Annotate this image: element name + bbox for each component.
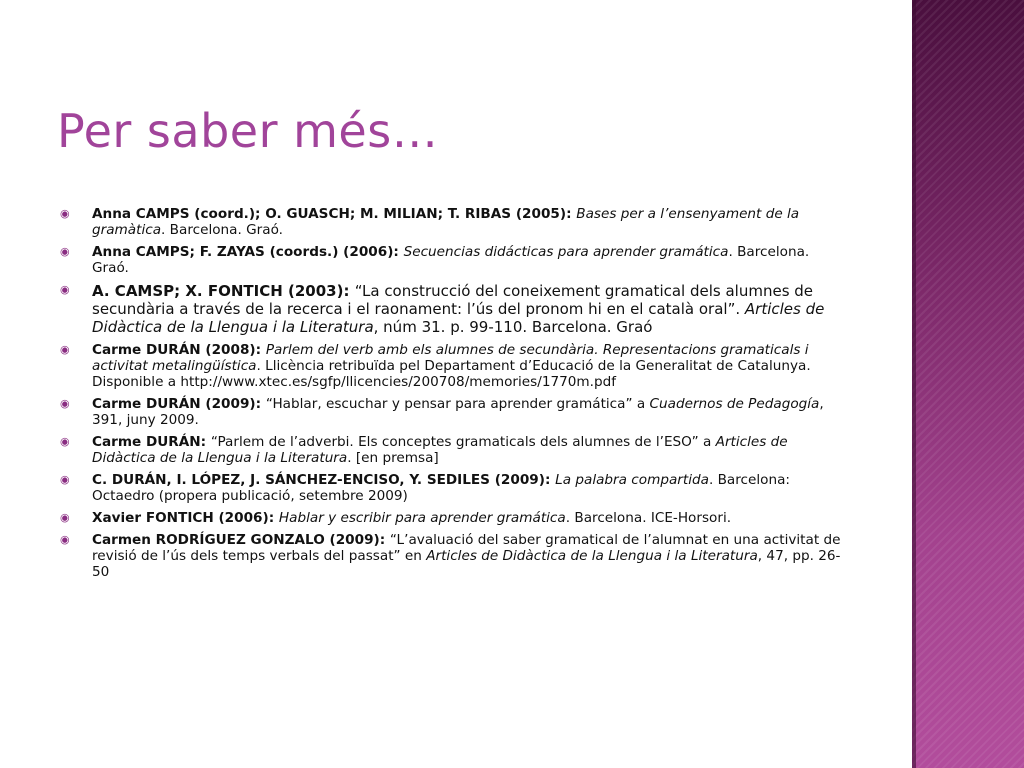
ref-work-title: Secuencias didácticas para aprender gramática (403, 244, 729, 260)
ref-authors: Anna CAMPS (coord.); O. GUASCH; M. MILIAN; T. RIBAS (2005): (92, 206, 577, 222)
ref-authors: Xavier FONTICH (2006): (92, 510, 279, 526)
ref-authors: C. DURÁN, I. LÓPEZ, J. SÁNCHEZ-ENCISO, Y. SEDILES (2009): (92, 472, 556, 488)
ref-authors: A. CAMSP; X. FONTICH (2003): (92, 282, 355, 300)
target-circle-icon: ◉ (60, 473, 70, 486)
list-item (60, 282, 850, 336)
ref-work-title: Hablar y escribir para aprender gramática (278, 510, 566, 526)
list-item (60, 244, 850, 276)
ref-post: . Barcelona. ICE-Horsori. (565, 510, 732, 526)
ref-post: . [en premsa] (347, 450, 439, 466)
ref-work-title: Bases per a l’ensenyament de la gramàtica (92, 206, 800, 238)
ref-work-title: Cuadernos de Pedagogía (649, 396, 820, 412)
list-item (60, 472, 850, 504)
ref-work-title: Articles de Didàctica de la Llengua i la Literatura (92, 434, 788, 466)
target-circle-icon: ◉ (60, 533, 70, 546)
target-circle-icon: ◉ (60, 245, 70, 258)
ref-authors: Carmen RODRÍGUEZ GONZALO (2009): (92, 532, 390, 548)
ref-pre: “La construcció del coneixement gramatical dels alumnes de secundària a través de la recerca i el raonament: l’ús del pronom hi en el català oral”. (92, 282, 814, 318)
sidebar-texture (912, 0, 1024, 768)
ref-authors: Carme DURÁN (2009): (92, 396, 266, 412)
target-circle-icon: ◉ (60, 397, 70, 410)
list-item (60, 342, 850, 390)
decorative-sidebar (912, 0, 1024, 768)
ref-post: , 391, juny 2009. (92, 396, 824, 428)
ref-post: , núm 31. p. 99-110. Barcelona. Graó (373, 318, 653, 336)
list-item (60, 434, 850, 466)
ref-authors: Carme DURÁN: (92, 434, 211, 450)
ref-post: . Llicència retribuïda pel Departament d’Educació de la Generalitat de Catalunya. Disponible a http://www.xtec.es/sgfp/llicencies/200708/memories/1770m.pdf (92, 358, 811, 390)
target-circle-icon: ◉ (60, 511, 70, 524)
ref-post: , 47, pp. 26-50 (92, 548, 841, 580)
target-circle-icon: ◉ (60, 207, 70, 220)
ref-post: . Barcelona: Octaedro (propera publicació, setembre 2009) (92, 472, 790, 504)
ref-work-title: Articles de Didàctica de la Llengua i la Literatura (426, 548, 758, 564)
ref-work-title: Parlem del verb amb els alumnes de secundària. Representacions gramaticals i activitat metalingüística (92, 342, 809, 374)
list-item (60, 510, 850, 526)
ref-pre: “Hablar, escuchar y pensar para aprender gramática” a (265, 396, 650, 412)
slide-title: Per saber més… (57, 104, 439, 158)
sidebar-edge (912, 0, 916, 768)
list-item (60, 206, 850, 238)
ref-pre: “Parlem de l’adverbi. Els conceptes gramaticals dels alumnes de l’ESO” a (210, 434, 716, 450)
list-item (60, 396, 850, 428)
ref-work-title: Articles de Didàctica de la Llengua i la Literatura (92, 300, 825, 336)
target-circle-icon: ◉ (60, 343, 70, 356)
ref-post: . Barcelona. Graó. (92, 244, 810, 276)
ref-authors: Anna CAMPS; F. ZAYAS (coords.) (2006): (92, 244, 404, 260)
target-circle-icon: ◉ (60, 283, 70, 296)
ref-pre: “L’avaluació del saber gramatical de l’alumnat en una activitat de revisió de l’ús dels temps verbals del passat” en (92, 532, 841, 564)
list-item (60, 532, 850, 580)
ref-post: . Barcelona. Graó. (161, 222, 283, 238)
target-circle-icon: ◉ (60, 435, 70, 448)
ref-work-title: La palabra compartida (555, 472, 709, 488)
reference-list (60, 206, 850, 586)
ref-authors: Carme DURÁN (2008): (92, 342, 266, 358)
